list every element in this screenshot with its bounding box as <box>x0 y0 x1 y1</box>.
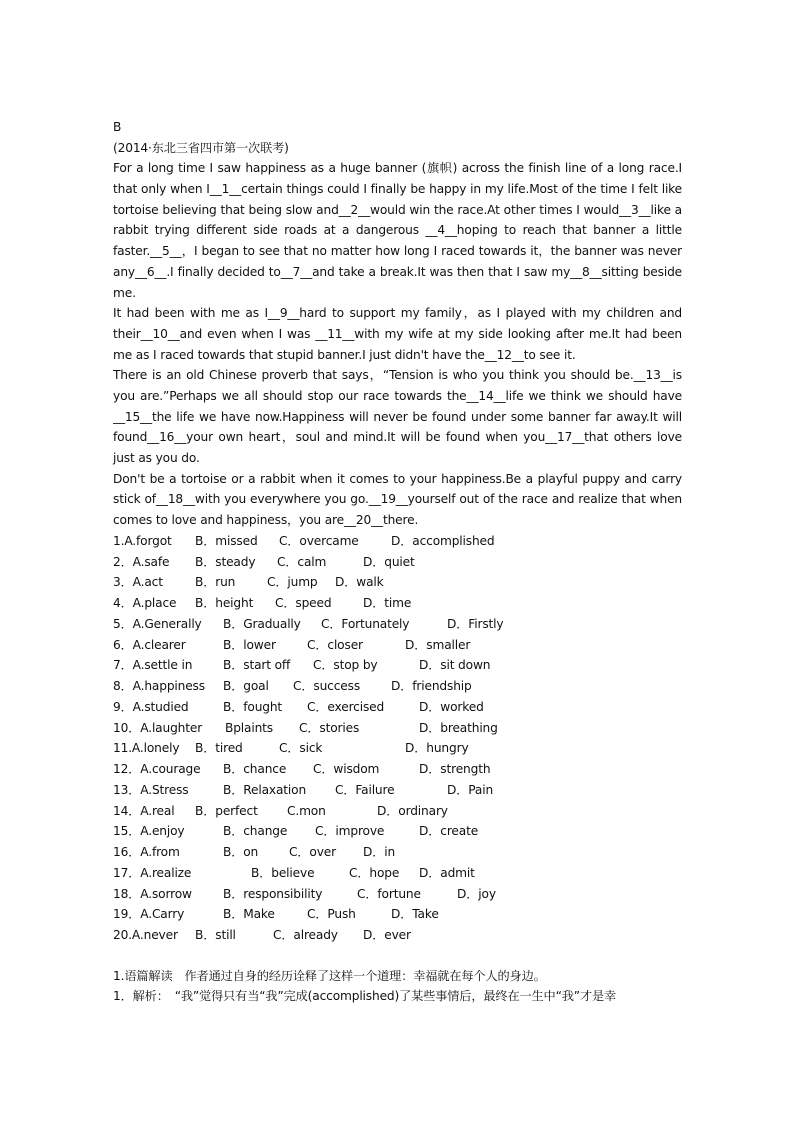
option-d: D．quiet <box>363 554 415 569</box>
option-b: B．tired <box>195 741 243 756</box>
option-row <box>113 821 682 842</box>
option-c: C．closer <box>307 637 363 652</box>
option-c: C．sick <box>279 741 323 756</box>
option-a: 15．A.enjoy <box>113 824 185 839</box>
option-row <box>113 801 682 822</box>
passage-line: stick of__18__with you everywhere you go.__19__yourself out of the race and realize that when <box>113 492 682 507</box>
passage-line: comes to love and happiness，you are__20__there. <box>113 513 419 528</box>
option-c: C．already <box>273 928 338 942</box>
option-a: 20.A.never <box>113 928 178 942</box>
option-b: B．start off <box>223 658 291 673</box>
option-row <box>113 531 682 552</box>
option-b: B．perfect <box>195 803 258 818</box>
option-a: 1.A.forgot <box>113 533 172 548</box>
option-row <box>113 676 682 697</box>
option-row <box>113 655 682 676</box>
option-row <box>113 635 682 656</box>
passage-line: just as you do. <box>113 451 200 465</box>
passage-line: me. <box>113 285 136 300</box>
option-a: 4．A.place <box>113 596 177 610</box>
option-a: 6．A.clearer <box>113 637 186 652</box>
option-row <box>113 738 682 759</box>
option-row <box>113 759 682 780</box>
option-row <box>113 925 682 946</box>
option-a: 9．A.studied <box>113 699 189 714</box>
passage-line: There is an old Chinese proverb that says，“Tension is who you think you should be.__13__is <box>113 368 682 383</box>
passage-line: found__16__your own heart，soul and mind.It will be found when you__17__that others love <box>113 430 682 445</box>
option-b: B．change <box>223 824 288 839</box>
option-d: D．Pain <box>447 782 494 797</box>
passage-line: their__10__and even when I was __11__with my wife at my side looking after me.It had been <box>113 326 682 341</box>
option-row <box>113 552 682 573</box>
option-row <box>113 863 682 884</box>
option-d: D．Firstly <box>447 616 504 631</box>
option-a: 2．A.safe <box>113 554 170 569</box>
passage-line: __15__the life we have now.Happiness will never be found under some banner far away.It will <box>113 409 682 424</box>
options-list <box>113 531 682 946</box>
document-page <box>113 117 682 1007</box>
option-a: 11.A.lonely <box>113 741 180 756</box>
option-c: C．Fortunately <box>321 616 410 631</box>
option-d: D．friendship <box>391 679 472 693</box>
option-c: C．jump <box>267 575 318 590</box>
option-d: D．sit down <box>419 658 491 673</box>
option-d: D．accomplished <box>391 533 495 548</box>
option-a: 12．A.courage <box>113 762 201 776</box>
option-d: D．ever <box>363 928 411 942</box>
option-d: D．joy <box>457 886 496 901</box>
passage-line: rabbit trying different side roads at a dangerous __4__hoping to reach that banner a little <box>113 223 682 238</box>
option-c: C．hope <box>349 865 400 880</box>
option-row <box>113 842 682 863</box>
option-b: B．steady <box>195 554 256 569</box>
option-d: D．smaller <box>405 637 471 652</box>
option-a: 18．A.sorrow <box>113 886 192 901</box>
option-d: D．breathing <box>419 720 498 735</box>
option-d: D．create <box>419 824 479 839</box>
option-a: 7．A.settle in <box>113 658 193 673</box>
analysis-line: 1.语篇解读 作者通过自身的经历诠释了这样一个道理：幸福就在每个人的身边。 <box>113 968 546 983</box>
option-row <box>113 718 682 739</box>
option-a: 8．A.happiness <box>113 679 205 693</box>
option-b: B．Make <box>223 907 275 922</box>
option-b: B．Relaxation <box>223 782 307 797</box>
option-c: C．Push <box>307 907 356 922</box>
option-d: D．ordinary <box>377 803 448 818</box>
analysis <box>113 966 682 1007</box>
option-d: D．worked <box>419 699 484 714</box>
passage-line: It had been with me as I__9__hard to support my family，as I played with my children and <box>113 306 682 321</box>
source-note: (2014·东北三省四市第一次联考) <box>113 140 289 155</box>
option-c: C.mon <box>287 803 326 818</box>
option-c: C．wisdom <box>313 762 380 776</box>
option-row <box>113 780 682 801</box>
option-b: B．on <box>223 845 259 859</box>
option-b: B．responsibility <box>223 886 323 901</box>
option-c: C．overcame <box>279 533 359 548</box>
option-b: B．chance <box>223 762 287 776</box>
option-b: B．fought <box>223 699 283 714</box>
option-row <box>113 904 682 925</box>
option-b: B．still <box>195 928 236 942</box>
option-d: D．time <box>363 596 412 610</box>
option-b: B．believe <box>251 865 315 880</box>
option-d: D．strength <box>419 762 491 776</box>
option-row <box>113 593 682 614</box>
option-c: C．exercised <box>307 699 385 714</box>
option-a: 14．A.real <box>113 803 175 818</box>
option-b: Bplaints <box>225 720 273 735</box>
passage-line: tortoise believing that being slow and__2__would win the race.At other times I would__3__like a <box>113 202 682 217</box>
option-a: 3．A.act <box>113 575 163 590</box>
option-d: D．admit <box>419 865 475 880</box>
section-label: B <box>113 120 122 134</box>
option-c: C．success <box>293 679 361 693</box>
option-a: 5．A.Generally <box>113 616 202 631</box>
option-d: D．walk <box>335 575 384 590</box>
option-c: C．speed <box>275 596 332 610</box>
option-c: C．calm <box>277 554 327 569</box>
option-a: 17．A.realize <box>113 865 192 880</box>
analysis-line: 1．解析： “我”觉得只有当“我”完成(accomplished)了某些事情后，最终在一生中“我”才是幸 <box>113 989 617 1004</box>
option-row <box>113 697 682 718</box>
option-a: 13．A.Stress <box>113 782 189 797</box>
passage-line: you are.”Perhaps we all should stop our race towards the__14__life we think we should have <box>113 388 682 403</box>
passage-line: Don't be a tortoise or a rabbit when it comes to your happiness.Be a playful puppy and carry <box>113 471 682 486</box>
option-c: C．improve <box>315 824 385 839</box>
option-row <box>113 884 682 905</box>
option-a: 10．A.laughter <box>113 720 203 735</box>
option-a: 19．A.Carry <box>113 907 185 922</box>
option-b: B．height <box>195 596 254 610</box>
passage <box>113 158 682 530</box>
option-c: C．over <box>289 845 336 859</box>
option-c: C．fortune <box>357 886 421 901</box>
option-b: B．Gradually <box>223 616 301 631</box>
option-row <box>113 614 682 635</box>
option-b: B．missed <box>195 533 258 548</box>
passage-line: that only when I__1__certain things could I finally be happy in my life.Most of the time I felt like <box>113 182 682 197</box>
option-row <box>113 572 682 593</box>
option-b: B．goal <box>223 679 269 693</box>
option-d: D．hungry <box>405 741 469 756</box>
option-c: C．stop by <box>313 658 378 673</box>
option-d: D．Take <box>391 907 439 922</box>
option-a: 16．A.from <box>113 845 180 859</box>
spacer <box>113 946 682 966</box>
option-d: D．in <box>363 845 396 859</box>
passage-line: me as I raced towards that stupid banner.I just didn't have the__12__to see it. <box>113 347 576 362</box>
passage-line: faster.__5__，I began to see that no matter how long I raced towards it，the banner was never <box>113 244 682 259</box>
passage-line: For a long time I saw happiness as a huge banner (旗帜) across the finish line of a long race.I <box>113 161 682 176</box>
option-c: C．Failure <box>335 782 395 797</box>
passage-line: any__6__.I finally decided to__7__and take a break.It was then that I saw my__8__sitting beside <box>113 264 682 279</box>
option-c: C．stories <box>299 720 360 735</box>
option-b: B．run <box>195 575 236 590</box>
option-b: B．lower <box>223 637 276 652</box>
